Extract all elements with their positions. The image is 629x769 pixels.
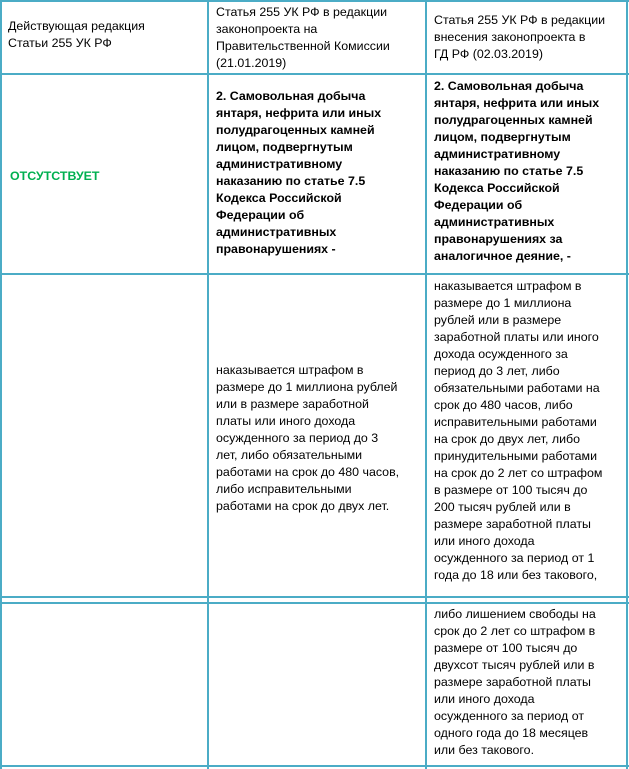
row2-duma-text-cell: [434, 278, 624, 584]
status-absent: [10, 168, 200, 185]
header-duma-edition: [434, 12, 624, 63]
column-divider-1: [207, 0, 209, 769]
header-commission-edition: [216, 4, 412, 72]
header-col1-text: Действующая редакция Статьи 255 УК РФ: [8, 19, 145, 50]
row1-commission-text-cell: [216, 88, 412, 258]
table-border-left: [0, 0, 2, 769]
row2-commission-text-cell: [216, 362, 416, 515]
status-absent-text: ОТСУТСТВУЕТ: [10, 169, 100, 183]
table-border-right: [626, 0, 628, 769]
table-border-bottom: [0, 765, 629, 767]
header-col2-text: Статья 255 УК РФ в редакции законопроекта на Правительственной Комиссии (21.01.2019): [216, 5, 390, 70]
header-col3-text: Статья 255 УК РФ в редакции внесения законопроекта в ГД РФ (02.03.2019): [434, 13, 606, 61]
row3-col3-text: либо лишением свободы на срок до 2 лет со штрафом в размере от 100 тысяч до двухсот тысяч рублей или в размере заработной платы или иного дохода осужденного за период от одного года до 18 месяцев или без такового.: [434, 607, 596, 757]
row1-col3-text: 2. Самовольная добыча янтаря, нефрита или иных полудрагоценных камней лицом, подвергнутым административному наказанию по статье 7.5 Кодекса Российской Федерации об административных правонарушениях за аналогичное деяние, -: [434, 79, 600, 263]
row1-divider: [0, 273, 629, 275]
page-break-top: [0, 596, 629, 598]
column-divider-2: [425, 0, 427, 769]
row3-duma-text-cell: [434, 606, 624, 759]
header-current-edition: [8, 18, 204, 52]
page-break-bottom: [0, 602, 629, 604]
header-divider: [0, 73, 629, 75]
table-border-top: [0, 0, 629, 2]
row2-col2-text: наказывается штрафом в размере до 1 миллиона рублей или в размере заработной платы или иного дохода осужденного за период до 3 лет, либо обязательными работами на срок до 480 часов, либо исправительными работами на срок до двух лет.: [216, 363, 400, 513]
row1-col2-text: 2. Самовольная добыча янтаря, нефрита или иных полудрагоценных камней лицом, подвергнутым административному наказанию по статье 7.5 Кодекса Российской Федерации об административных правонарушениях -: [216, 89, 382, 256]
row2-col3-text: наказывается штрафом в размере до 1 миллиона рублей или в размере заработной платы или иного дохода осужденного за период до 3 лет, либо обязательными работами на срок до 480 часов, либо исправительными работами на срок до двух лет, либо принудительными работами на срок до 2 лет со штрафом в размере от 100 тысяч до 200 тысяч рублей или в размере заработной платы или иного дохода осужденного за период от 1 года до 18 или без такового,: [434, 279, 603, 582]
row1-duma-text-cell: [434, 78, 624, 265]
